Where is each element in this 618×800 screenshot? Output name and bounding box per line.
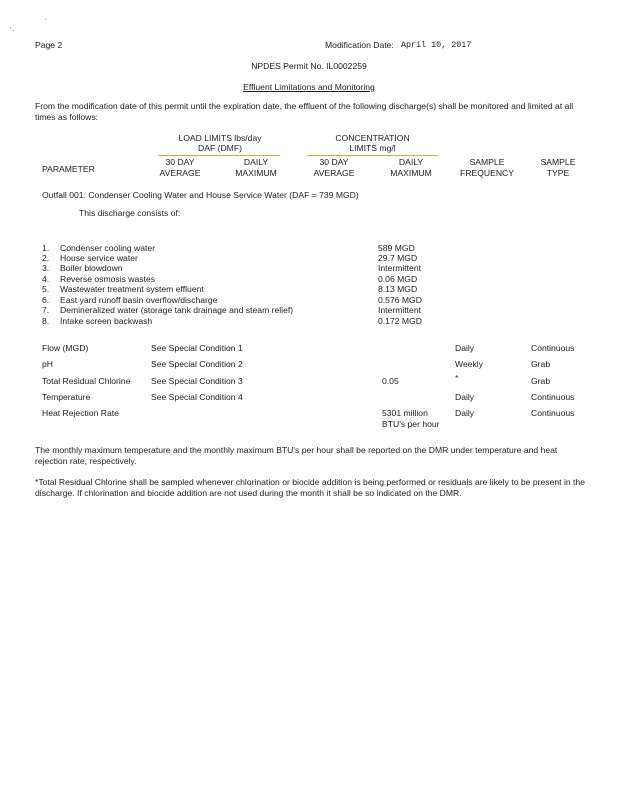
permit-number: NPDES Permit No. IL0002259 (251, 61, 367, 71)
parameter-name: Flow (MGD) (42, 343, 89, 353)
scan-speck (10, 27, 11, 28)
chlorine-sampling-note: *Total Residual Chlorine shall be sampled whenever chlorination or biocide addition is being performed or residuals are likely to be present in the discharge. If chlorination and biocide addition are not used during the month it shall be so indicated on the DMR. (35, 477, 585, 498)
sample-type: Grab (531, 359, 551, 369)
conc-daily-max: 0.05 (382, 376, 399, 386)
conc-daily-max-unit: BTU's per hour (382, 419, 440, 429)
scan-speck (13, 30, 14, 31)
sample-frequency: Daily (455, 392, 475, 402)
load-maximum-heading: MAXIMUM (235, 168, 277, 178)
list-item-value: 589 MGD (378, 243, 415, 253)
conc-30day-heading: 30 DAY (319, 157, 349, 167)
list-item-number: 7. (42, 305, 50, 315)
list-item-name: Intake screen backwash (60, 316, 153, 326)
list-item-number: 3. (42, 263, 50, 273)
load-limits-rule (158, 155, 280, 156)
list-item-number: 5. (42, 284, 50, 294)
parameter-name: Heat Rejection Rate (42, 408, 119, 418)
concentration-heading: CONCENTRATION (335, 133, 410, 143)
list-item-value: 0.172 MGD (378, 316, 422, 326)
conc-daily-max: 5301 million (382, 408, 428, 418)
special-condition: See Special Condition 3 (151, 376, 243, 386)
discharge-consists-label: This discharge consists of: (79, 208, 181, 218)
parameter-name: Total Residual Chlorine (42, 376, 131, 386)
list-item-number: 6. (42, 295, 50, 305)
scan-speck (45, 19, 46, 20)
list-item-number: 8. (42, 316, 50, 326)
special-condition: See Special Condition 1 (151, 343, 243, 353)
sample-frequency: Daily (455, 408, 475, 418)
sample-type-heading: SAMPLE (540, 157, 576, 167)
list-item-name: Wastewater treatment system effluent (60, 284, 204, 294)
section-title: Effluent Limitations and Monitoring (243, 82, 375, 92)
sample-type: Continuous (531, 408, 575, 418)
list-item-value: Intermittent (378, 305, 421, 315)
list-item-number: 2. (42, 253, 50, 263)
load-daily-heading: DAILY (243, 157, 269, 167)
load-30day-heading: 30 DAY (165, 157, 195, 167)
sample-type: Continuous (531, 392, 575, 402)
intro-paragraph: From the modification date of this permit until the expiration date, the effluent of the following discharge(s) shall be monitored and limited at all times as follows: (35, 101, 574, 122)
conc-average-heading: AVERAGE (313, 168, 355, 178)
list-item-number: 1. (42, 243, 50, 253)
frequency-heading: FREQUENCY (460, 168, 514, 178)
special-condition: See Special Condition 2 (151, 359, 243, 369)
conc-daily-heading: DAILY (398, 157, 424, 167)
parameter-heading: PARAMETER (42, 164, 95, 174)
list-item-value: Intermittent (378, 263, 421, 273)
list-item-name: Condenser cooling water (60, 243, 156, 253)
sample-frequency: * (455, 373, 459, 383)
modification-date: April 10, 2017 (401, 40, 472, 50)
concentration-rule (307, 155, 438, 156)
sample-type: Grab (531, 376, 551, 386)
load-limits-heading: LOAD LIMITS lbs/day (178, 133, 262, 143)
list-item-name: Boiler blowdown (60, 263, 123, 273)
list-item-value: 8.13 MGD (378, 284, 418, 294)
sample-frequency: Daily (455, 343, 475, 353)
temperature-reporting-note: The monthly maximum temperature and the monthly maximum BTU's per hour shall be reported on the DMR under temperature and heat rejection rate, respectively. (35, 445, 558, 466)
list-item-name: Reverse osmosis wastes (60, 274, 156, 284)
list-item-value: 0.576 MGD (378, 295, 422, 305)
special-condition: See Special Condition 4 (151, 392, 243, 402)
sample-frequency-heading: SAMPLE (469, 157, 505, 167)
sample-type: Continuous (531, 343, 575, 353)
sample-frequency: Weekly (455, 359, 484, 369)
list-item-number: 4. (42, 274, 50, 284)
page-number: Page 2 (35, 40, 63, 50)
list-item-name: East yard runoff basin overflow/discharge (60, 295, 218, 305)
conc-maximum-heading: MAXIMUM (390, 168, 432, 178)
type-heading: TYPE (546, 168, 570, 178)
modification-date-label: Modification Date: (325, 40, 394, 50)
load-average-heading: AVERAGE (159, 168, 201, 178)
load-daf-heading: DAF (DMF) (198, 143, 242, 153)
parameter-name: Temperature (42, 392, 91, 402)
outfall-description: Outfall 001: Condenser Cooling Water and House Service Water (DAF = 739 MGD) (42, 190, 359, 200)
list-item-name: House service water (60, 253, 138, 263)
parameter-name: pH (42, 359, 53, 369)
list-item-name: Demineralized water (storage tank drainage and steam relief) (60, 305, 294, 315)
concentration-units-heading: LIMITS mg/l (349, 143, 396, 153)
list-item-value: 0.06 MGD (378, 274, 418, 284)
list-item-value: 29.7 MGD (378, 253, 418, 263)
